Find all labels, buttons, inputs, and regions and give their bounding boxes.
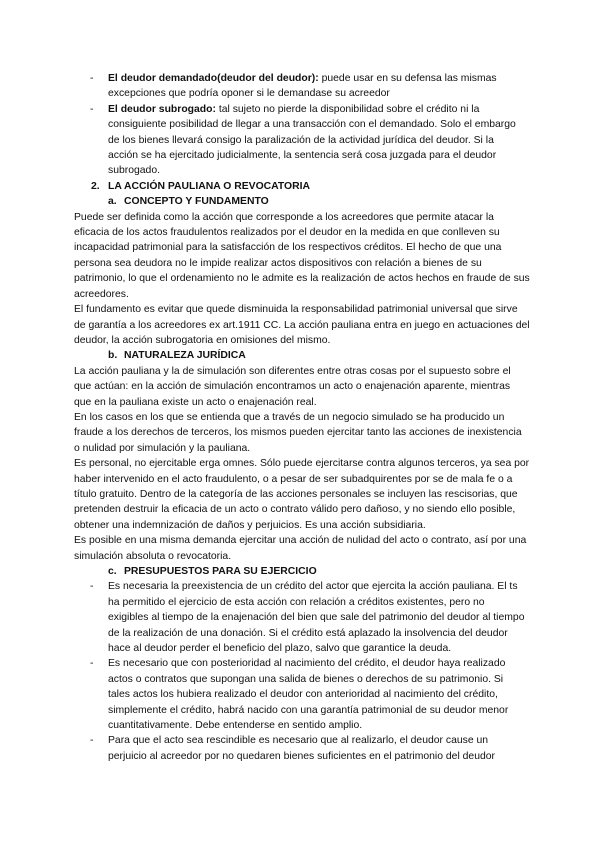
list-item-presupuesto-3 — [74, 733, 530, 764]
document-page — [74, 71, 530, 764]
list-item-text: Es necesaria la preexistencia de un crédito del actor que ejercita la acción pauliana. El ts ha permitido el ejercicio de esta acción con relación a créditos existentes, pero no exigibles al tiempo de la enajenación del bien que sale del patrimonio del deudor al tiempo de la realización de una donación. Si el crédito está aplazado la insolvencia del deudor hace al deudor perder el beneficio del plazo, salvo que garantice la deuda. — [108, 581, 525, 655]
list-item-text: Es necesario que con posterioridad al nacimiento del crédito, el deudor haya realizado actos o contratos que supongan una salida de bienes o derechos de su patrimonio. Si tales actos los hubiera realizado el deudor con anterioridad al nacimiento del crédito, simplemente el crédito, habrá nacido con una garantía patrimonial de su deudor menor cuantitativamente. Debe entenderse en sentido amplio. — [108, 658, 509, 732]
paragraph-naturaleza-2: En los casos en los que se entienda que a través de un negocio simulado se ha producido un fraude a los derechos de terceros, los mismos pueden ejercitar tanto las acciones de inexistencia o nulidad por simulación y la pauliana. — [74, 411, 522, 454]
list-item-text: puede usar en su defensa las mismas excepciones que podría oponer si le demandase su acreedor — [108, 73, 497, 100]
term-deudor-subrogado: El deudor subrogado: — [108, 103, 216, 115]
list-item-text: Para que el acto sea rescindible es necesario que al realizarlo, el deudor cause un perjuicio al acreedor por no quedaren bienes suficientes en el patrimonio del deudor — [108, 735, 496, 762]
list-dash: - — [90, 103, 94, 115]
term-deudor-demandado: El deudor demandado(deudor del deudor): — [108, 73, 319, 84]
paragraph-naturaleza-4: Es posible en una misma demanda ejercitar una acción de nulidad del acto o contrato, así por una simulación absoluta o revocatoria. — [74, 535, 527, 562]
list-item-text: tal sujeto no pierde la disponibilidad sobre el crédito ni la consiguiente posibilidad de llegar a una transacción con el demandado. Solo el embargo de los bienes llevará consigo la paralización de la actividad jurídica del deudor. Si la acción se ha ejercitado judicialmente, la sentencia será cosa juzgada para el deudor subrogado. — [108, 103, 516, 177]
subsection-title: NATURALEZA JURÍDICA — [124, 350, 246, 362]
subsection-letter: a. — [108, 196, 117, 208]
subsection-letter: b. — [108, 350, 118, 362]
list-item-deudor-demandado — [74, 71, 530, 102]
subsection-heading-concepto — [74, 194, 530, 209]
list-item-presupuesto-1 — [74, 579, 530, 656]
subsection-heading-presupuestos — [74, 564, 530, 579]
subsection-title: CONCEPTO Y FUNDAMENTO — [124, 196, 269, 208]
subsection-title: PRESUPUESTOS PARA SU EJERCICIO — [124, 566, 317, 577]
paragraph-naturaleza-3: Es personal, no ejercitable erga omnes. Sólo puede ejercitarse contra algunos terceros, ya sea por haber intervenido en el acto fraudulento, o a pesar de ser subadquirentes por se de mala fe o a título gratuito. Dentro de la categoría de las acciones personales se incluyen las rescisorias, que pretenden destruir la eficacia de un acto o contrato válido pero dañoso, y no siendo ello posible, obtener una indemnización de daños y perjuicios. Es una acción subsidiaria. — [74, 458, 530, 531]
section-number: 2. — [91, 180, 100, 192]
subsection-letter: c. — [108, 566, 117, 577]
list-dash: - — [90, 581, 94, 593]
section-title: LA ACCIÓN PAULIANA O REVOCATORIA — [108, 180, 311, 192]
list-item-presupuesto-2 — [74, 656, 530, 733]
section-heading-accion-pauliana — [74, 179, 530, 194]
paragraph-naturaleza-1: La acción pauliana y la de simulación son diferentes entre otras cosas por el supuesto sobre el que actúan: en la acción de simulación encontramos un acto o enajenación aparente, mientras que en la pauliana existe un acto o enajenación real. — [74, 365, 511, 408]
list-dash: - — [90, 658, 94, 670]
paragraph-concepto-fundamento: El fundamento es evitar que quede disminuida la responsabilidad patrimonial universal que sirve de garantía a los acreedores ex art.1911 CC. La acción pauliana entra en juego en actuaciones del deudor, la acción subrogatoria en omisiones del mismo. — [74, 304, 530, 346]
paragraph-concepto-definicion: Puede ser definida como la acción que corresponde a los acreedores que permite atacar la eficacia de los actos fraudulentos realizados por el deudor en la medida en que conlleven su incapacidad patrimonial para la satisfacción de los respectivos créditos. El hecho de que una persona sea deudora no le impide realizar actos dispositivos con relación a bienes de su patrimonio, lo que el ordenamiento no le admite es la realización de actos hechos en fraude de sus acreedores. — [74, 211, 530, 300]
subsection-heading-naturaleza — [74, 348, 530, 363]
list-dash: - — [90, 735, 94, 747]
list-item-deudor-subrogado — [74, 102, 530, 179]
list-dash: - — [90, 73, 94, 84]
